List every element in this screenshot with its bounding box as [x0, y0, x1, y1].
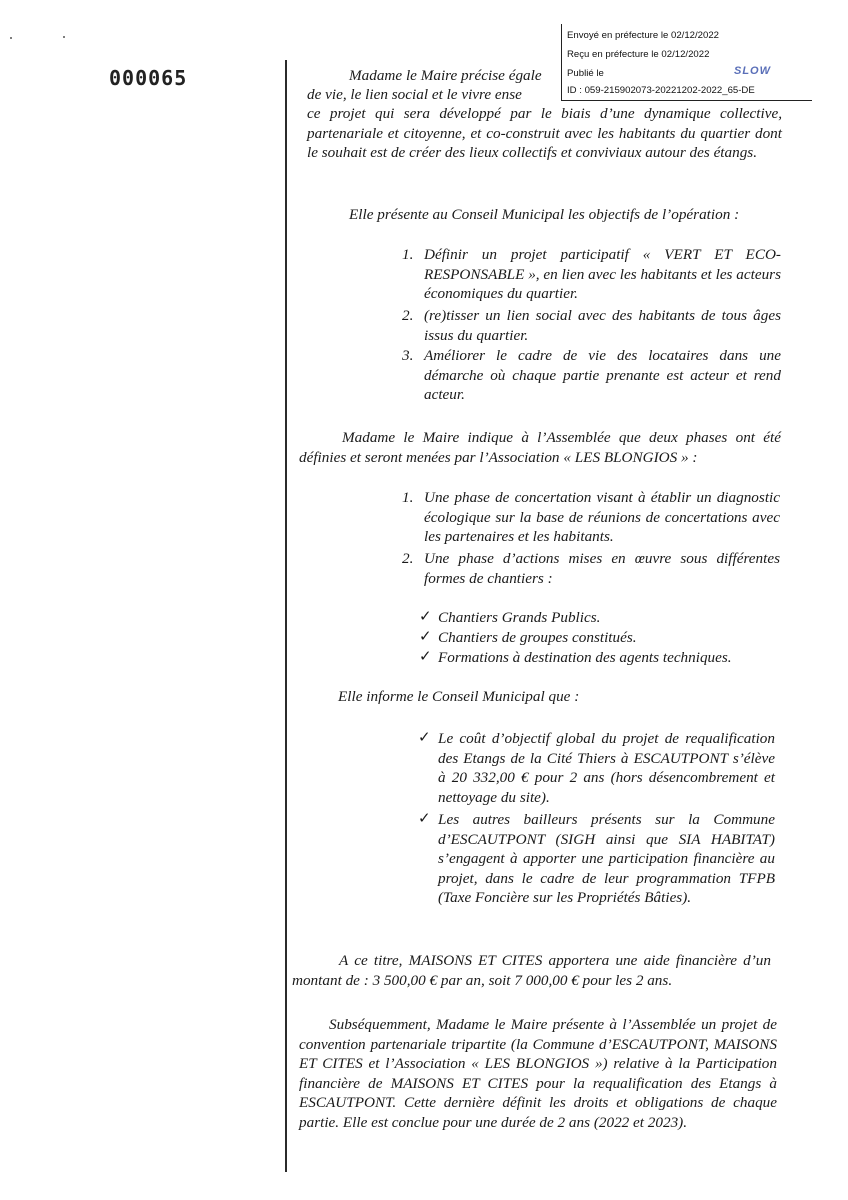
- check-icon: ✓: [418, 811, 431, 827]
- list-item: Chantiers Grands Publics.: [438, 609, 601, 626]
- list-item: Une phase de concertation visant à établir un diagnostic écologique sur la base de réunions de concertations avec les partenaires et les habitants.: [424, 489, 780, 546]
- check-icon: ✓: [419, 629, 432, 645]
- page-number: 000065: [109, 66, 188, 90]
- scan-speck: [63, 36, 65, 38]
- list-item: Les autres bailleurs présents sur la Commune d’ESCAUTPONT (SIGH ainsi que SIA HABITAT) s’engagent à apporter une participation financière au projet, dans le cadre de leur programmation TFPB (Taxe Foncière sur les Propriétés Bâties).: [438, 811, 775, 907]
- check-icon: ✓: [418, 730, 431, 746]
- list-number: 2.: [402, 307, 414, 324]
- list-item: (re)tisser un lien social avec des habitants de tous âges issus du quartier.: [424, 307, 781, 344]
- list-item: Améliorer le cadre de vie des locataires dans une démarche où chaque partie prenante est acteur et rend acteur.: [424, 347, 781, 404]
- list-number: 1.: [402, 246, 414, 263]
- objectives-intro: Elle présente au Conseil Municipal les objectifs de l’opération :: [349, 206, 740, 223]
- stamp-sent: Envoyé en préfecture le 02/12/2022: [567, 30, 720, 41]
- stamp-id: ID : 059-215902073-20221202-2022_65-DE: [567, 85, 755, 96]
- stamp-logo: SLOW: [734, 65, 771, 77]
- convention-paragraph: Subséquemment, Madame le Maire présente à l’Assemblée un projet de convention partenariale tripartite (la Commune d’ESCAUTPONT, MAISONS ET CITES et l’Association « LES BLONGIOS ») relative à la Participation financière de MAISONS ET CITES pour la requalification des Etangs à ESCAUTPONT. Cette dernière définit les droits et obligations de chaque partie. Elle est conclue pour une durée de 2 ans (2022 et 2023).: [299, 1016, 777, 1131]
- phases-intro: Madame le Maire indique à l’Assemblée que deux phases ont été définies et seront menées par l’Association « LES BLONGIOS » :: [299, 429, 781, 466]
- margin-rule: [285, 60, 287, 1172]
- list-item: Définir un projet participatif « VERT ET ECO-RESPONSABLE », en lien avec les habitants et les acteurs économiques du quartier.: [424, 246, 781, 303]
- list-number: 3.: [402, 347, 414, 364]
- prefecture-stamp: [561, 24, 812, 101]
- list-number: 2.: [402, 550, 414, 567]
- intro-line-2: de vie, le lien social et le vivre ense: [307, 86, 522, 103]
- intro-paragraph: ce projet qui sera développé par le biais d’une dynamique collective, partenariale et citoyenne, et co-construit avec les habitants du quartier dont le souhait est de créer des lieux collectifs et conviviaux autour des étangs.: [307, 105, 782, 162]
- stamp-published: Publié le: [567, 68, 604, 79]
- intro-line-1: Madame le Maire précise égale: [349, 67, 542, 84]
- list-number: 1.: [402, 489, 414, 506]
- funding-paragraph: A ce titre, MAISONS ET CITES apportera une aide financière d’un montant de : 3 500,00 € par an, soit 7 000,00 € pour les 2 ans.: [292, 952, 771, 989]
- info-intro: Elle informe le Conseil Municipal que :: [338, 688, 580, 705]
- stamp-received: Reçu en préfecture le 02/12/2022: [567, 49, 710, 60]
- check-icon: ✓: [419, 649, 432, 665]
- list-item: Le coût d’objectif global du projet de requalification des Etangs de la Cité Thiers à ESCAUTPONT s’élève à 20 332,00 € pour 2 ans (hors désencombrement et nettoyage du site).: [438, 730, 775, 806]
- list-item: Chantiers de groupes constitués.: [438, 629, 637, 646]
- scan-speck: [10, 37, 12, 39]
- check-icon: ✓: [419, 609, 432, 625]
- list-item: Une phase d’actions mises en œuvre sous différentes formes de chantiers :: [424, 550, 780, 587]
- list-item: Formations à destination des agents techniques.: [438, 649, 732, 666]
